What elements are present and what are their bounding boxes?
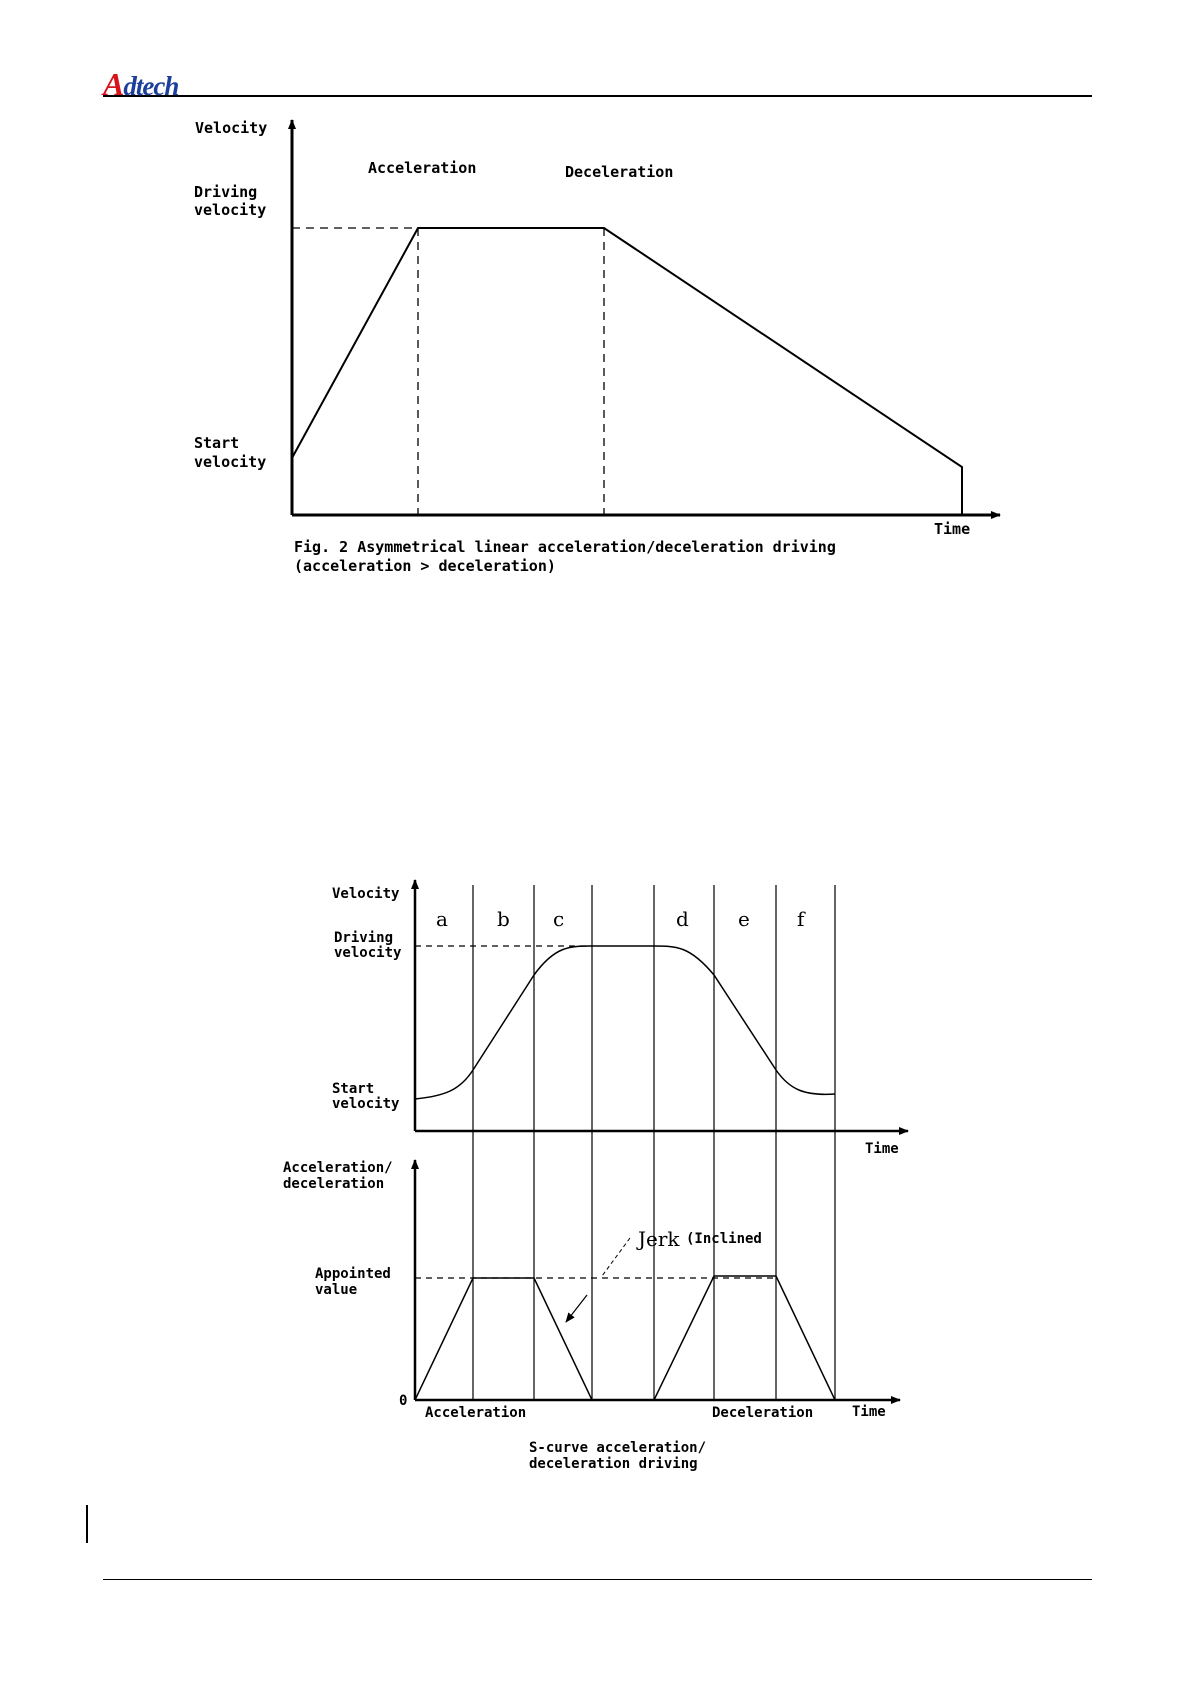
fig2-zero-label: 0 [399, 1393, 408, 1409]
fig2-bottom-x-axis-label: Time [852, 1404, 886, 1420]
fig1-driving-velocity-label-2: velocity [194, 201, 267, 219]
fig2-bottom-y-axis-label-2: deceleration [283, 1176, 385, 1192]
jerk-label: Jerk [638, 1227, 680, 1251]
fig2-segment-dividers [473, 885, 835, 1400]
fig1-start-velocity-label-1: Start [194, 434, 240, 452]
figure-2-s-curve [283, 880, 908, 1472]
fig1-x-axis-label: Time [934, 520, 971, 538]
fig2-top-x-axis-label: Time [865, 1141, 899, 1157]
fig2-bottom-y-axis-label-1: Acceleration/ [283, 1160, 393, 1176]
fig1-driving-velocity-label-1: Driving [194, 183, 258, 201]
fig2-segment-f: f [797, 907, 805, 931]
jerk-pointer-arrow [566, 1295, 587, 1322]
fig2-segment-e: e [738, 907, 750, 931]
fig2-segment-d: d [676, 907, 689, 931]
fig1-caption-line1: Fig. 2 Asymmetrical linear acceleration/deceleration driving [294, 538, 836, 556]
fig1-y-axis-label: Velocity [195, 119, 268, 137]
fig1-start-velocity-label-2: velocity [194, 453, 267, 471]
fig2-phase-deceleration: Deceleration [712, 1405, 814, 1421]
fig2-caption-line2: deceleration driving [529, 1456, 698, 1472]
fig2-velocity-s-curve [415, 946, 835, 1099]
fig2-caption-line1: S-curve acceleration/ [529, 1440, 707, 1456]
fig2-start-velocity-label-2: velocity [332, 1096, 400, 1112]
fig1-caption-line2: (acceleration > deceleration) [294, 557, 556, 575]
jerk-paren-label: (Inclined [686, 1231, 762, 1247]
fig1-phase-acceleration: Acceleration [368, 159, 477, 177]
jerk-leader-line [602, 1238, 630, 1276]
fig2-appointed-value-label-2: value [315, 1282, 358, 1298]
fig2-acceleration-trapezoids [415, 1276, 835, 1400]
figure-1-linear-accel [194, 119, 1000, 575]
fig1-phase-deceleration: Deceleration [565, 163, 674, 181]
fig2-appointed-value-label-1: Appointed [315, 1266, 391, 1282]
fig2-segment-b: b [497, 907, 510, 931]
fig2-driving-velocity-label-2: velocity [334, 945, 402, 961]
fig2-segment-a: a [436, 907, 448, 931]
fig2-driving-velocity-label-1: Driving [334, 930, 394, 946]
fig2-start-velocity-label-1: Start [332, 1081, 375, 1097]
fig2-top-y-axis-label: Velocity [332, 886, 400, 902]
fig2-segment-c: c [553, 907, 565, 931]
company-logo: Adtech [103, 66, 179, 102]
fig2-phase-acceleration: Acceleration [425, 1405, 527, 1421]
fig1-velocity-profile [292, 228, 962, 515]
